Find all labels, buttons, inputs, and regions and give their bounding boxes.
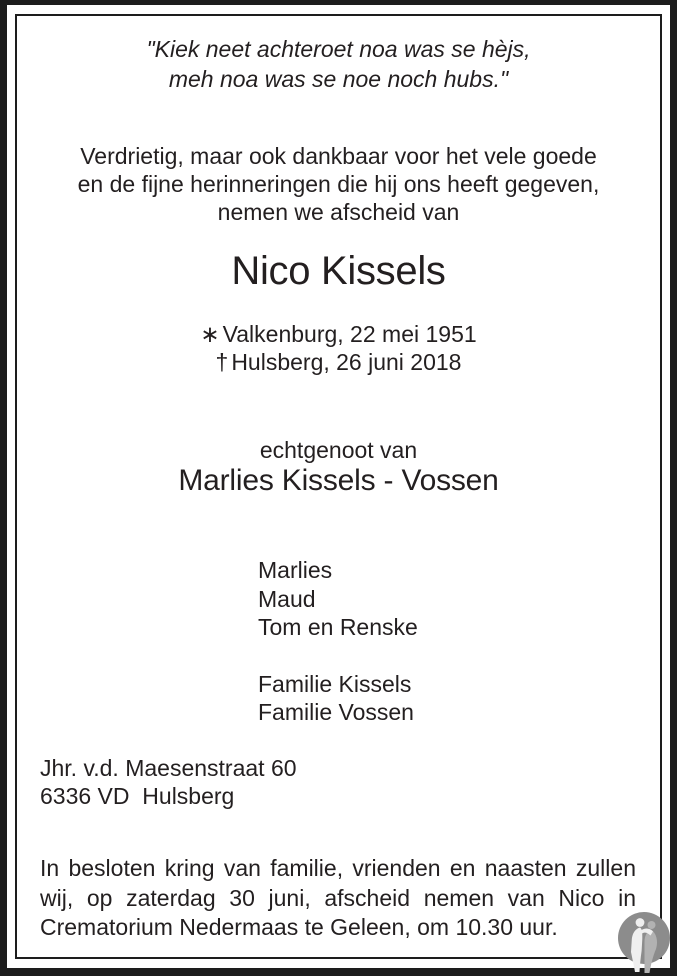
quote-line-1: "Kiek neet achteroet noa was se hèjs, (146, 36, 531, 62)
ceremony-announcement (40, 854, 636, 943)
intro-line-1: Verdrietig, maar ook dankbaar voor het vele goede (80, 143, 597, 169)
life-dates (0, 320, 677, 376)
intro-line-2: en de fijne herinneringen die hij ons heeft gegeven, (77, 171, 600, 197)
death-line (0, 348, 677, 376)
intro-line-3: nemen we afscheid van (217, 199, 460, 225)
embracing-figures-logo-icon (616, 911, 672, 975)
born-star-icon: ∗ (200, 321, 220, 347)
deceased-name: Nico Kissels (231, 249, 446, 293)
relation-label: echtgenoot van (259, 437, 418, 463)
address-postal-city: 6336 VD Hulsberg (40, 783, 235, 809)
quote-line-2: meh noa was se noe noch hubs." (168, 66, 509, 92)
family-name: Familie Kissels (258, 670, 412, 697)
mourner-name: Maud (258, 585, 316, 612)
birth-place-date: Valkenburg, 22 mei 1951 (222, 321, 477, 347)
correspondence-address (40, 754, 297, 810)
mourners-list (258, 556, 418, 727)
death-place-date: Hulsberg, 26 juni 2018 (231, 349, 462, 375)
mourner-name: Marlies (258, 557, 333, 583)
list-spacer (258, 642, 418, 670)
intro-text (0, 142, 677, 226)
ceremony-line-1: In besloten kring van familie, vrienden en naasten zullen (40, 855, 636, 881)
died-cross-icon: † (215, 349, 229, 375)
dialect-quote (0, 34, 677, 94)
ceremony-line-2: wij, op zaterdag 30 juni, afscheid nemen van Nico in (40, 884, 636, 911)
birth-line (0, 320, 677, 348)
family-name: Familie Vossen (258, 699, 414, 725)
ceremony-line-3: Crematorium Nedermaas te Geleen, om 10.30 uur. (40, 914, 558, 940)
mourner-name: Tom en Renske (258, 614, 418, 640)
address-street: Jhr. v.d. Maesenstraat 60 (40, 755, 297, 781)
spouse-name: Marlies Kissels - Vossen (178, 464, 499, 497)
